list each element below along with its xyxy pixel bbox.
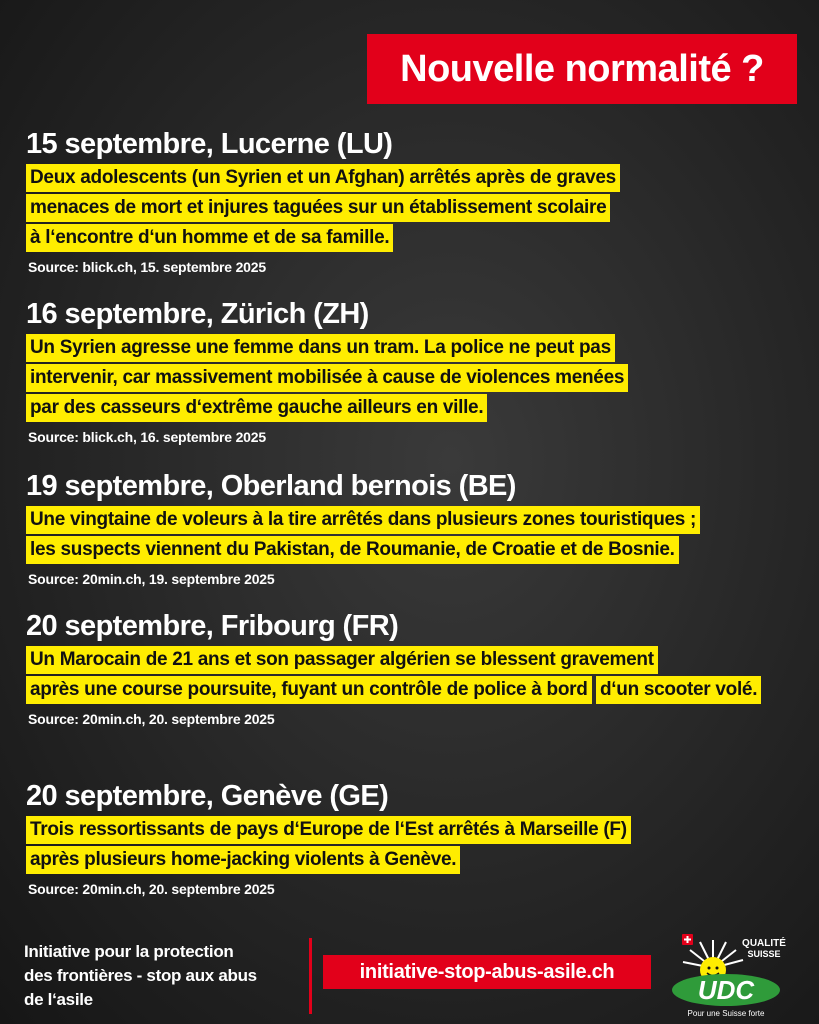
- entry-text-line: Trois ressortissants de pays d‘Europe de l‘Est arrêtés à Marseille (F): [26, 816, 631, 844]
- entry-text-line: Une vingtaine de voleurs à la tire arrêtés dans plusieurs zones touristiques ;: [26, 506, 700, 534]
- news-entry: [26, 128, 809, 275]
- news-entry: [26, 298, 809, 445]
- news-entry: [26, 470, 809, 587]
- initiative-name: [24, 940, 304, 1012]
- headline-banner: [367, 34, 797, 104]
- headline-text: Nouvelle normalité ?: [400, 47, 764, 90]
- news-entry: [26, 780, 809, 897]
- entry-text-line: les suspects viennent du Pakistan, de Roumanie, de Croatie et de Bosnie.: [26, 536, 679, 564]
- entry-text: [26, 164, 809, 254]
- logo-name: UDC: [697, 975, 755, 1005]
- news-entry: [26, 610, 809, 727]
- logo-badge-bottom: SUISSE: [747, 949, 781, 959]
- entry-text-line: après une course poursuite, fuyant un contrôle de police à bord: [26, 676, 592, 704]
- entry-text-line: par des casseurs d‘extrême gauche ailleurs en ville.: [26, 394, 487, 422]
- entry-text-line: intervenir, car massivement mobilisée à cause de violences menées: [26, 364, 628, 392]
- entry-text-line: Un Marocain de 21 ans et son passager algérien se blessent gravement: [26, 646, 658, 674]
- entry-text-line: à l‘encontre d‘un homme et de sa famille.: [26, 224, 393, 252]
- entry-source: Source: 20min.ch, 20. septembre 2025: [28, 881, 275, 897]
- entry-text: [26, 334, 809, 424]
- entry-title: 20 septembre, Fribourg (FR): [26, 610, 399, 642]
- logo-tagline: Pour une Suisse forte: [687, 1009, 765, 1018]
- entry-source: Source: blick.ch, 15. septembre 2025: [28, 259, 266, 275]
- entry-text-line: menaces de mort et injures taguées sur un établissement scolaire: [26, 194, 610, 222]
- entry-text: [26, 816, 809, 876]
- udc-logo: [668, 928, 798, 1018]
- website-url[interactable]: initiative-stop-abus-asile.ch: [359, 960, 615, 983]
- entry-title: 15 septembre, Lucerne (LU): [26, 128, 393, 160]
- entry-text-line: Deux adolescents (un Syrien et un Afghan) arrêtés après de graves: [26, 164, 620, 192]
- entry-text-line: d‘un scooter volé.: [596, 676, 761, 704]
- initiative-line: de l‘asile: [24, 990, 93, 1009]
- footer-divider: [309, 938, 312, 1014]
- logo-badge-top: QUALITÉ: [742, 938, 786, 949]
- entry-text: [26, 646, 809, 706]
- entry-text: [26, 506, 809, 566]
- initiative-line: des frontières - stop aux abus: [24, 966, 257, 985]
- entry-title: 16 septembre, Zürich (ZH): [26, 298, 369, 330]
- entry-text-line: après plusieurs home-jacking violents à Genève.: [26, 846, 460, 874]
- entry-source: Source: 20min.ch, 20. septembre 2025: [28, 711, 275, 727]
- entry-source: Source: 20min.ch, 19. septembre 2025: [28, 571, 275, 587]
- entry-title: 20 septembre, Genève (GE): [26, 780, 389, 812]
- udc-logo-graphic: [668, 928, 798, 1018]
- entry-text-line: Un Syrien agresse une femme dans un tram. La police ne peut pas: [26, 334, 615, 362]
- entry-source: Source: blick.ch, 16. septembre 2025: [28, 429, 266, 445]
- website-link[interactable]: [323, 955, 651, 989]
- initiative-line: Initiative pour la protection: [24, 942, 234, 961]
- entry-title: 19 septembre, Oberland bernois (BE): [26, 470, 516, 502]
